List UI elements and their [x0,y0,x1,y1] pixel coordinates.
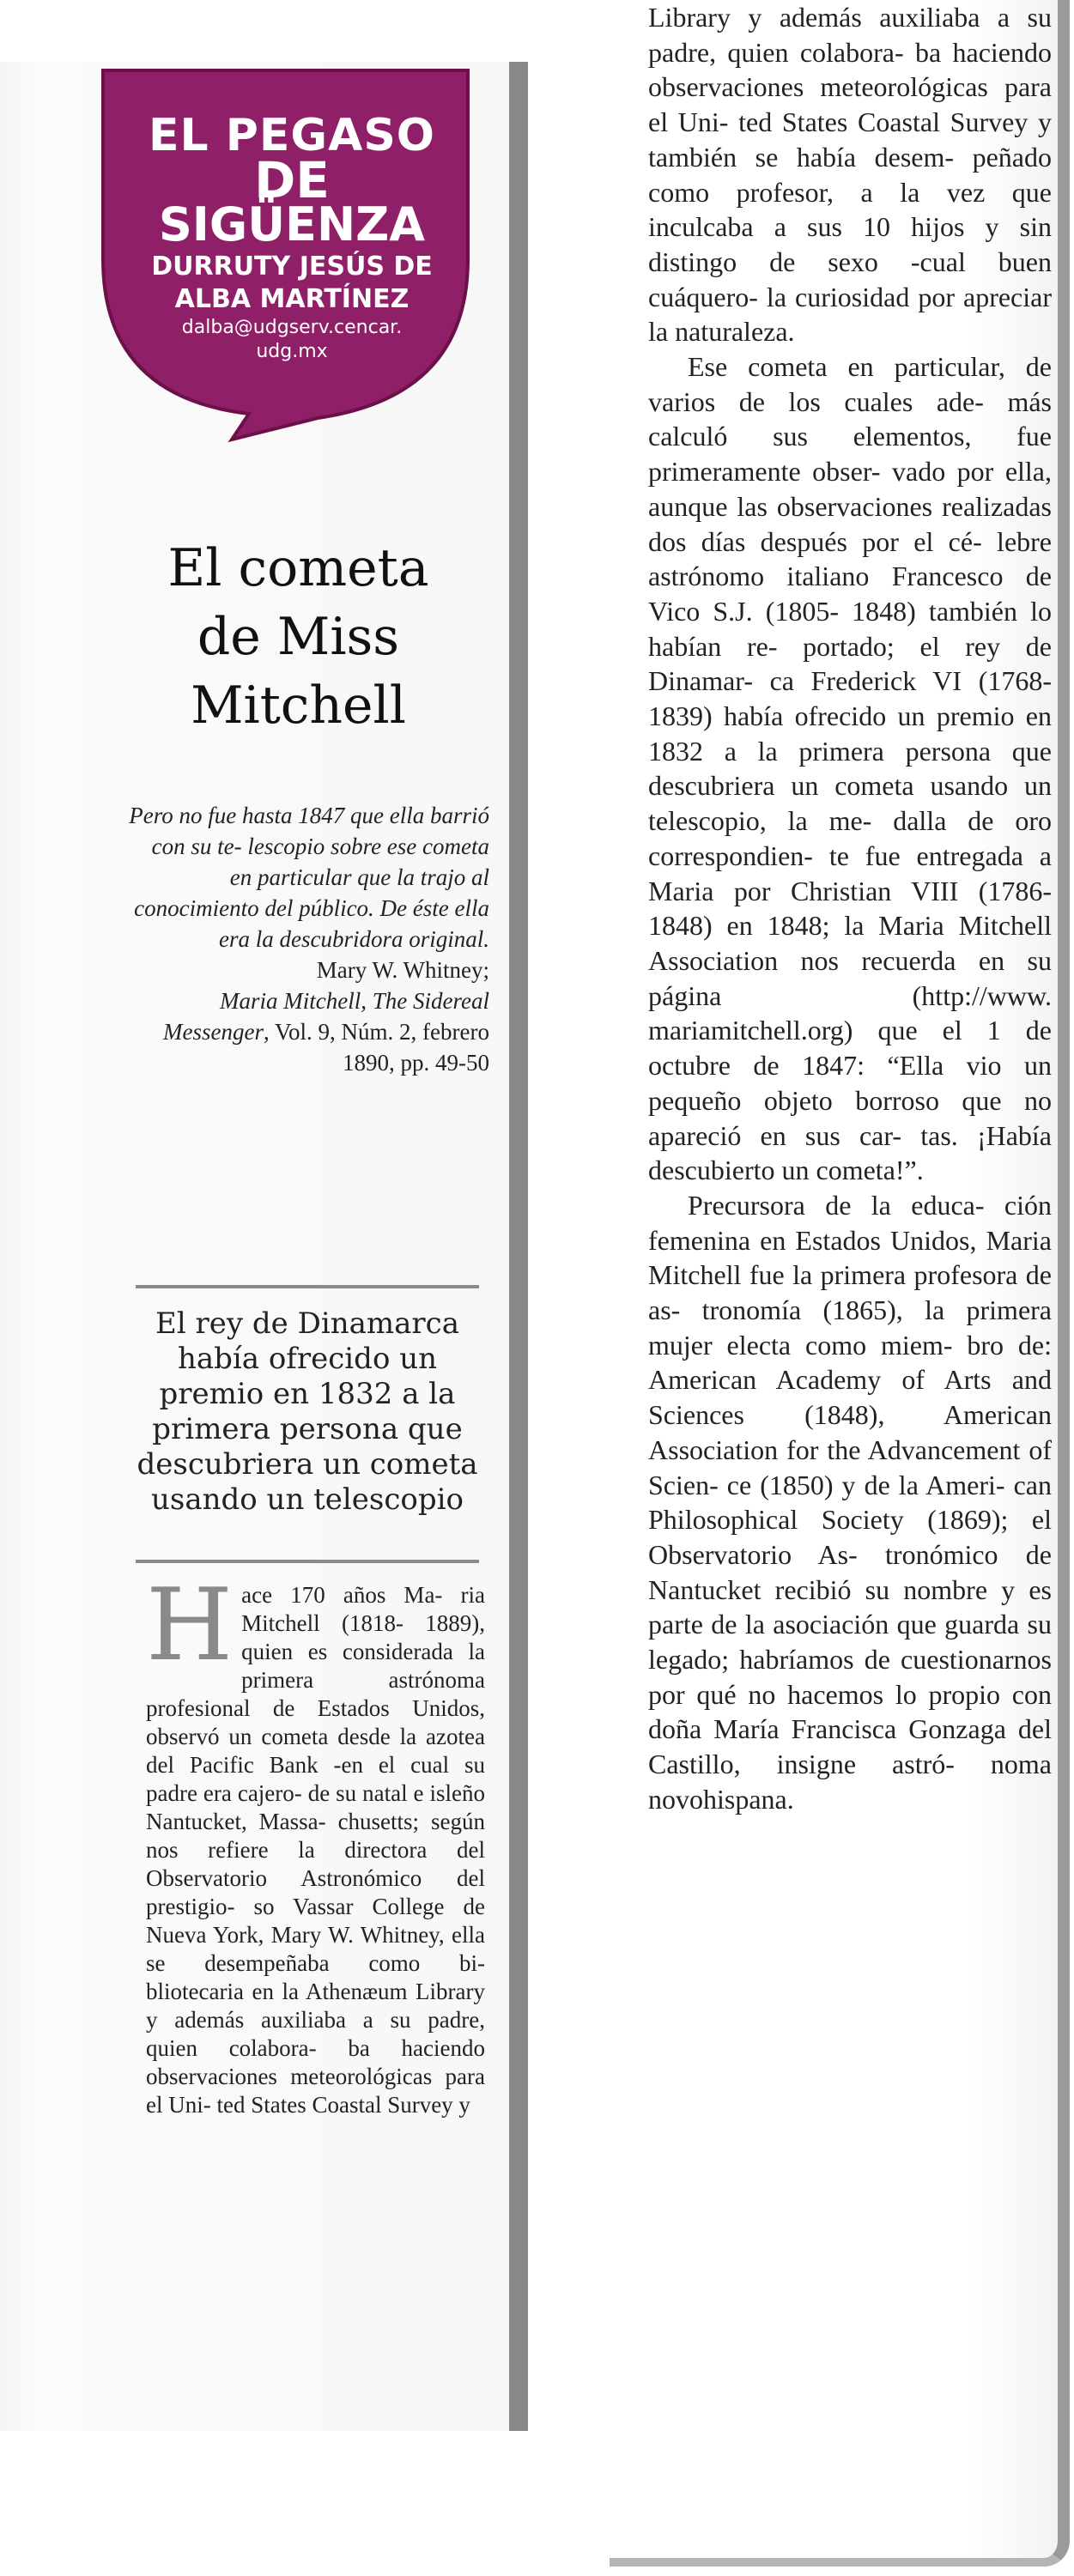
headline-line3: Mitchell [191,676,406,736]
body-paragraph-3: Precursora de la educa- ción femenina en Estados Unidos, Maria Mitchell fue la primera profesora de as- tronomía (1865), la primera mujer electa como miem- bro de: American Academy of Arts and Sciences (1848), American Association for the Advancement of Scien- ce (1850) y de la Ameri- can Philosophical Society (1869); el Observatorio As- tronómico de Nantucket recibió su nombre y es parte de la asociación que guarda su legado; habríamos de cuestionarnos por qué no hacemos lo propio con doña María Francisca Gonzaga del Castillo, insigne astró- noma novohispana. [648,1189,1052,1815]
column-logo-bubble [94,62,476,465]
right-column [610,0,1070,2576]
body-paragraph-continued: Library y además auxiliaba a su padre, quien colabora- ba haciendo observaciones meteorológicas para el Uni- ted States Coastal Survey y también se había desem- peñado como profesor, a la vez que inculcaba a sus 10 hijos y sin distingo de sexo -cual buen cuáquero- la curiosidad por apreciar la naturaleza. [648,2,1052,348]
epigraph-details: , Vol. 9, Núm. 2, febrero 1890, pp. 49-50 [264,1019,489,1076]
epigraph-quote: Pero no fue hasta 1847 que ella barrió con su te- lescopio sobre ese cometa en particular que la trajo al conocimiento del público. De éste ella era la descubridora original. [129,803,489,952]
epigraph-citation [129,985,489,1078]
article-body-continued [648,0,1052,1817]
author-email-line2: udg.mx [256,341,328,362]
article-headline [103,534,494,740]
column-title-line1: EL PEGASO [149,110,435,161]
headline-line1: El cometa [167,538,429,598]
epigraph [129,800,489,1078]
author-name-line2: ALBA MARTÍNEZ [174,284,410,314]
headline-line2: de Miss [197,607,400,667]
body-paragraph-1: ace 170 años Ma- ria Mitchell (1818- 1889), quien es considerada la primera astrónoma profesional de Estados Unidos, observó un cometa desde la azotea del Pacific Bank -en el cual su padre era cajero- de su natal e isleño Nantucket, Massa- chusetts; según nos refiere la directora del Observatorio Astronómico del prestigio- so Vassar College de Nueva York, Mary W. Whitney, ella se desempeñaba como bi- bliotecaria en la Athenæum Library y además auxiliaba a su padre, quien colabora- ba haciendo observaciones meteorológicas para el Uni- ted States Coastal Survey y [146,1582,485,2118]
pull-quote: El rey de Dinamarca había ofrecido un premio en 1832 a la primera persona que descubriera un cometa usando un telescopio [137,1306,478,1517]
pull-quote-bottom-rule [136,1560,479,1563]
article-body-start [146,1567,485,2119]
column-header-text [120,110,464,364]
pull-quote-top-rule [136,1285,479,1288]
author-name-line1: DURRUTY JESÚS DE [151,252,433,282]
column-title-line3: SIGÜENZA [158,197,426,252]
body-paragraph-2: Ese cometa en particular, de varios de los cuales ade- más calculó sus elementos, fue primeramente obser- vado por ella, aunque las observaciones realizadas dos días después por el cé- lebre astrónomo italiano Francesco de Vico S.J. (1805- 1848) también lo habían re- portado; el rey de Dinamar- ca Frederick VI (1768-1839) había ofrecido un premio en 1832 a la primera persona que descubriera un cometa usando un telescopio, la me- dalla de oro correspondien- te fue entregada a Maria por Christian VIII (1786-1848) en 1848; la Maria Mitchell Association nos recuerda en su página (http://www. mariamitchell.org) que el 1 de octubre de 1847: “Ella vio un pequeño objeto borroso que no apareció en sus car- tas. ¡Había descubierto un cometa!”. [648,351,1052,1186]
left-column [0,62,528,2431]
epigraph-work: Maria Mitchell, The Sidereal Messenger [163,988,489,1045]
drop-cap: H [146,1567,234,1683]
epigraph-author: Mary W. Whitney; [316,957,489,983]
column-title-line2: DE [254,151,330,209]
author-email-line1: dalba@udgserv.cencar. [181,317,403,338]
